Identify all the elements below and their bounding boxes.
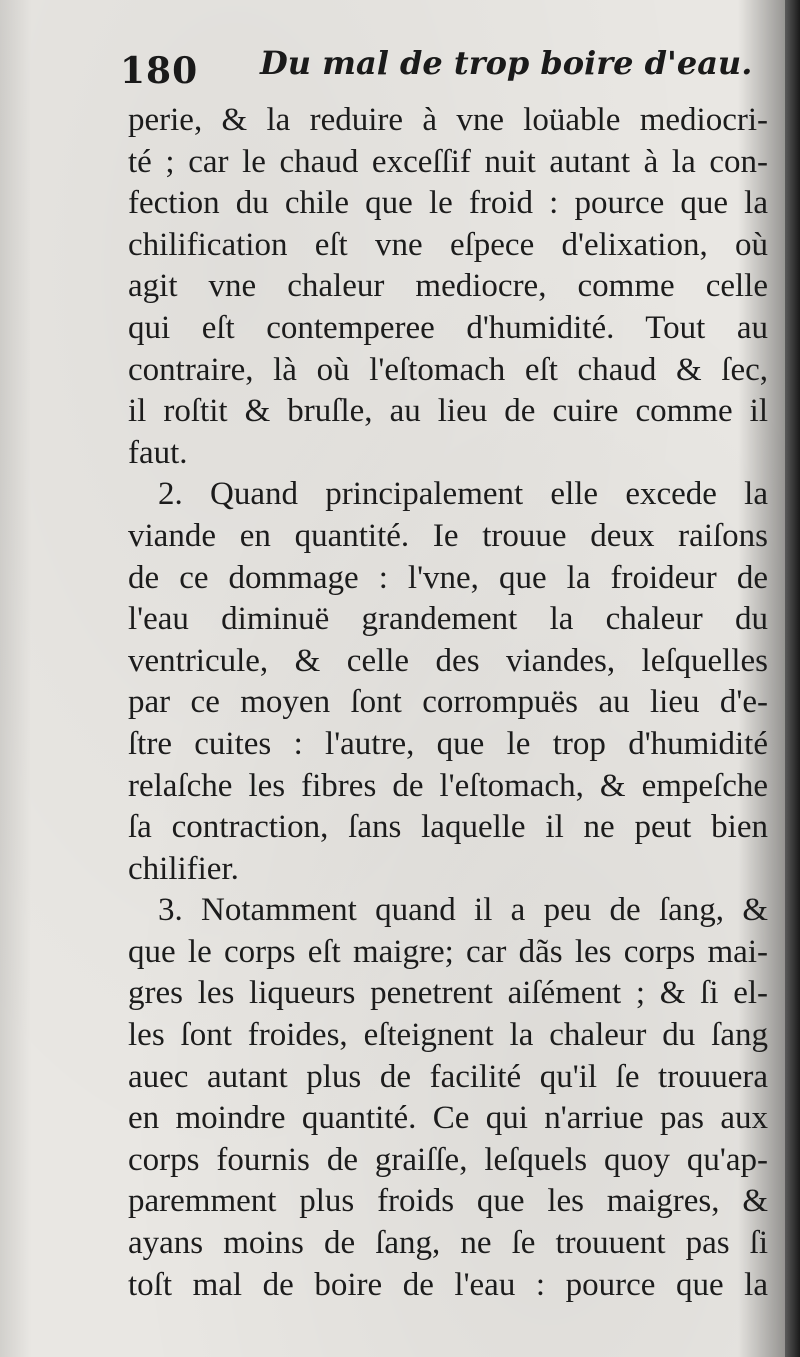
text-line: en moindre quantité. Ce qui n'arriue pas aux: [128, 1100, 768, 1137]
text-line: perie, & la reduire à vne loüable mediocri-: [128, 102, 768, 138]
text-line: viande en quantité. Ie trouue deux raiſons: [128, 517, 768, 554]
text-line: auec autant plus de facilité qu'il ſe trouuera: [128, 1058, 768, 1095]
text-line: gres les liqueurs penetrent aiſément ; & ſi el-: [128, 975, 768, 1012]
page-header: [120, 42, 760, 102]
text-line: ſtre cuites : l'autre, que le trop d'humidité: [128, 725, 768, 762]
page-number: 180: [120, 50, 199, 92]
text-line: par ce moyen ſont corrompuës au lieu d'e-: [128, 684, 768, 721]
text-line: ayans moins de ſang, ne ſe trouuent pas ſi: [128, 1225, 768, 1262]
text-line: corps fournis de graiſſe, leſquels quoy qu'ap-: [128, 1141, 768, 1178]
text-line: que le corps eſt maigre; car dãs les corps mai-: [128, 933, 768, 970]
text-line: il roſtit & bruſle, au lieu de cuire comme il: [128, 393, 768, 430]
text-line: ventricule, & celle des viandes, leſquelles: [128, 642, 768, 679]
text-line: contraire, là où l'eſtomach eſt chaud & ſec,: [128, 351, 768, 388]
text-line: les ſont froides, eſteignent la chaleur du ſang: [128, 1017, 768, 1054]
text-line: ſa contraction, ſans laquelle il ne peut bien: [128, 809, 768, 846]
text-line: 3. Notamment quand il a peu de ſang, &: [158, 892, 768, 929]
text-line: de ce dommage : l'vne, que la froideur de: [128, 559, 768, 596]
text-line: fection du chile que le froid : pource que la: [128, 185, 768, 222]
body-text: [128, 100, 768, 1306]
text-line: toſt mal de boire de l'eau : pource que la: [128, 1266, 768, 1303]
text-line: paremment plus froids que les maigres, &: [128, 1183, 768, 1220]
text-line: 2. Quand principalement elle excede la: [158, 476, 768, 513]
running-title: Du mal de trop boire d'eau.: [260, 44, 753, 82]
text-line: faut.: [128, 434, 188, 471]
book-spine-edge: [785, 0, 800, 1357]
text-line: chilification eſt vne eſpece d'elixation, où: [128, 226, 768, 263]
text-line: chilifier.: [128, 850, 239, 887]
text-line: té ; car le chaud exceſſif nuit autant à la con-: [128, 143, 768, 180]
text-line: l'eau diminuë grandement la chaleur du: [128, 601, 768, 638]
text-line: qui eſt contemperee d'humidité. Tout au: [128, 309, 768, 346]
text-line: relaſche les fibres de l'eſtomach, & empeſche: [128, 767, 768, 804]
text-line: agit vne chaleur mediocre, comme celle: [128, 268, 768, 305]
